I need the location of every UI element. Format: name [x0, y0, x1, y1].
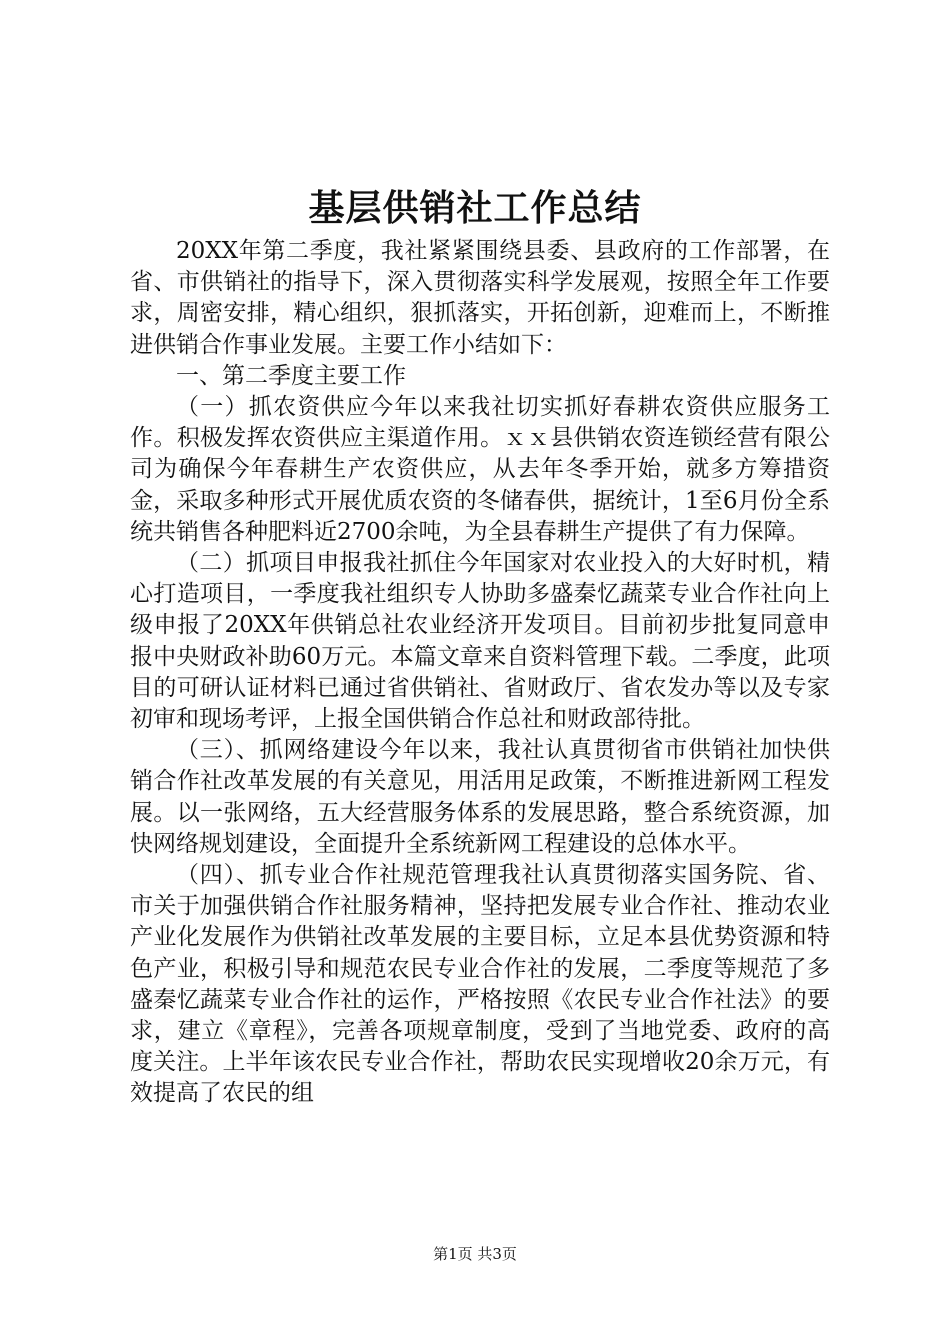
page-footer: 第1页 共3页 — [433, 1245, 517, 1263]
document-title: 基层供销社工作总结 — [308, 187, 642, 229]
intro-paragraph: 20XX年第二季度，我社紧紧围绕县委、县政府的工作部署，在省、市供销社的指导下，深入贯彻落实科学发展观，按照全年工作要求，周密安排，精心组织，狠抓落实，开拓创新，迎难而上，不断推进供销合作事业发展。主要工作小结如下： — [130, 238, 830, 358]
paragraph-agri-supply: （一）抓农资供应今年以来我社切实抓好春耕农资供应服务工作。积极发挥农资供应主渠道作用。ｘｘ县供销农资连锁经营有限公司为确保今年春耕生产农资供应，从去年冬季开始，就多方筹措资金，采取多种形式开展优质农资的冬储春供，据统计，1至6月份全系统共销售各种肥料近2700余吨，为全县春耕生产提供了有力保障。 — [130, 394, 830, 545]
paragraph-network-construction: （三）、抓网络建设今年以来，我社认真贯彻省市供销社加快供销合作社改革发展的有关意见，用活用足政策，不断推进新网工程发展。以一张网络，五大经营服务体系的发展思路，整合系统资源，加快网络规划建设，全面提升全系统新网工程建设的总体水平。 — [130, 737, 830, 857]
paragraph-project-application: （二）抓项目申报我社抓住今年国家对农业投入的大好时机，精心打造项目，一季度我社组织专人协助多盛秦忆蔬菜专业合作社向上级申报了20XX年供销总社农业经济开发项目。目前初步批复同意申报中央财政补助60万元。本篇文章来自资料管理下载。二季度，此项目的可研认证材料已通过省供销社、省财政厅、省农发办等以及专家初审和现场考评，上报全国供销合作总社和财政部待批。 — [130, 550, 830, 733]
section-heading: 一、第二季度主要工作 — [176, 362, 406, 389]
document-body — [130, 236, 830, 1110]
paragraph-cooperative-management: （四）、抓专业合作社规范管理我社认真贯彻落实国务院、省、市关于加强供销合作社服务精神，坚持把发展专业合作社、推动农业产业化发展作为供销社改革发展的主要目标，立足本县优势资源和特色产业，积极引导和规范农民专业合作社的发展，二季度等规范了多盛秦忆蔬菜专业合作社的运作，严格按照《农民专业合作社法》的要求，建立《章程》，完善各项规章制度，受到了当地党委、政府的高度关注。上半年该农民专业合作社，帮助农民实现增收20余万元，有效提高了农民的组 — [130, 862, 830, 1107]
